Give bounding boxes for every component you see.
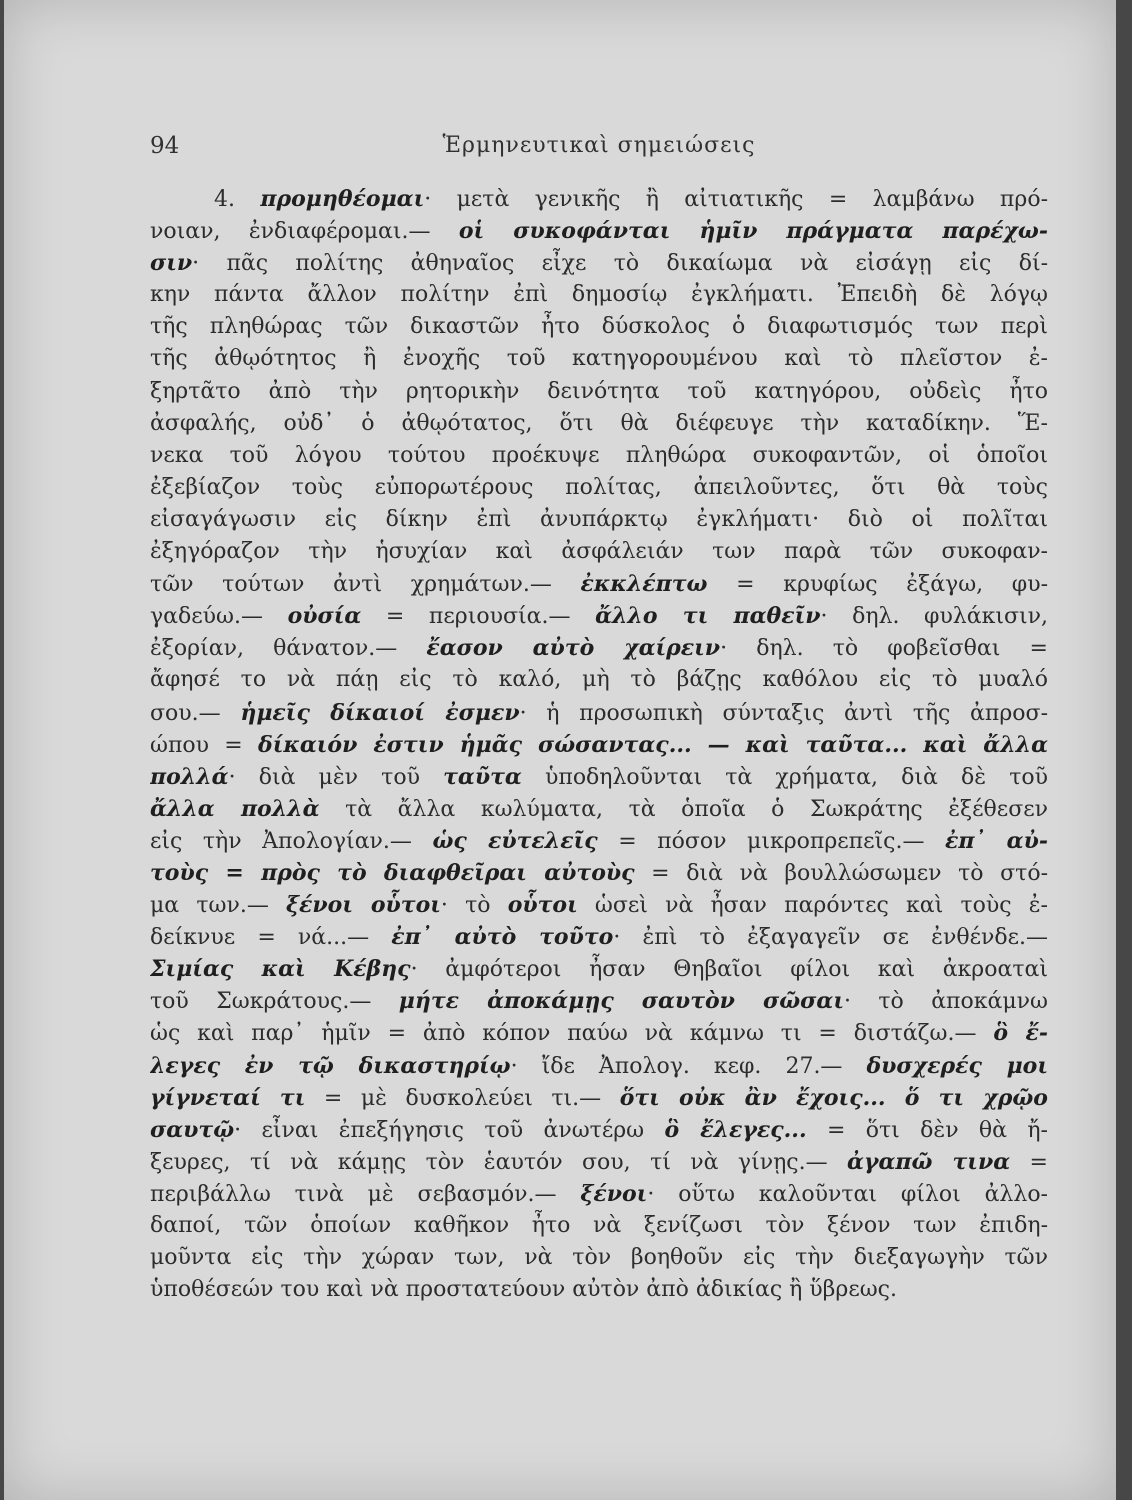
text-segment: · δηλ. τὸ φοβεῖσθαι = <box>720 636 1048 662</box>
text-line <box>150 1274 1048 1306</box>
text-line <box>150 697 1048 729</box>
text-segment: · ἐπὶ τὸ ἐξαγαγεῖν σε ἐνθένδε.— <box>613 925 1048 951</box>
glossed-term: σιν <box>150 250 193 277</box>
text-segment: · ἴδε Ἀπολογ. κεφ. 27.— <box>510 1053 867 1079</box>
glossed-term: ἐκκλέπτω <box>580 571 708 598</box>
text-segment: · οὕτω καλοῦνται φίλοι ἀλλο- <box>647 1181 1048 1207</box>
book-page <box>4 0 1116 1500</box>
text-segment: εἰς τὴν Ἀπολογίαν.— <box>150 828 433 854</box>
glossed-term: πολλά <box>150 763 229 790</box>
text-line <box>150 985 1048 1017</box>
text-line <box>150 536 1048 568</box>
glossed-term: ἐπ᾽ αὐτὸ τοῦτο <box>391 924 614 951</box>
text-segment: ὑποθέσεών του καὶ νὰ προστατεύουν αὐτὸν ἀπὸ ἀδικίας ἢ ὕβρεως. <box>150 1277 897 1303</box>
glossed-term: οἱ συκοφάνται ἡμῖν πράγματα παρέχω- <box>458 218 1048 245</box>
text-segment: · τὸ <box>440 893 508 919</box>
text-segment: μοῦντα εἰς τὴν χώραν των, νὰ τὸν βοηθοῦν εἰς τὴν διεξαγωγὴν τῶν <box>150 1245 1048 1271</box>
commentary-text <box>150 183 1048 1306</box>
text-segment: τῆς πληθώρας τῶν δικαστῶν ἦτο δύσκολος ὁ διαφωτισμός των περὶ <box>150 314 1048 340</box>
text-segment: κην πάντα ἄλλον πολίτην ἐπὶ δημοσίῳ ἐγκλήματι. Ἐπειδὴ δὲ λόγῳ <box>150 282 1048 308</box>
text-line <box>150 279 1048 311</box>
text-line <box>150 1114 1048 1146</box>
text-segment: 4. <box>214 187 261 212</box>
glossed-term: οὐσία <box>287 603 362 630</box>
text-segment: δείκνυε = νά...— <box>150 925 392 951</box>
text-line <box>150 921 1048 953</box>
text-line <box>150 793 1048 825</box>
text-segment: ὡσεὶ νὰ ἦσαν παρόντες καὶ τοὺς ἐ- <box>577 893 1048 919</box>
text-segment: εἰσαγάγωσιν εἰς δίκην ἐπὶ ἀνυπάρκτῳ ἐγκλήματι· διὸ οἱ πολῖται <box>150 506 1048 532</box>
text-segment: ἐξεβίαζον τοὺς εὐπορωτέρους πολίτας, ἀπειλοῦντες, ὅτι θὰ τοὺς <box>150 474 1048 500</box>
text-segment: γαδεύω.— <box>150 604 288 630</box>
glossed-term: σαυτῷ <box>150 1116 235 1143</box>
glossed-term: δίκαιόν ἐστιν ἡμᾶς σώσαντας... — καὶ ταῦτα... καὶ ἄλλα <box>258 731 1048 758</box>
text-line <box>150 761 1048 793</box>
text-line <box>150 440 1048 472</box>
text-segment: ὑποδηλοῦνται τὰ χρήματα, διὰ δὲ τοῦ <box>521 764 1048 790</box>
text-segment: · ἡ προσωπικὴ σύνταξις ἀντὶ τῆς ἀπροσ- <box>519 700 1048 726</box>
text-line <box>150 568 1048 600</box>
text-segment: · εἶναι ἐπεξήγησις τοῦ ἀνωτέρω <box>234 1117 665 1143</box>
text-line <box>150 1178 1048 1210</box>
glossed-term: γίγνεταί τι <box>150 1084 306 1111</box>
glossed-term: ἀγαπῶ τινα <box>846 1148 1011 1175</box>
text-line <box>150 472 1048 504</box>
text-segment: · τὸ ἀποκάμνω <box>843 989 1048 1015</box>
text-line <box>150 343 1048 375</box>
glossed-term: τοὺς = πρὸς τὸ διαφθεῖραι αὐτοὺς <box>150 859 635 886</box>
text-segment: ξευρες, τί νὰ κάμῃς τὸν ἑαυτόν σου, τί νὰ γίνῃς.— <box>150 1149 847 1175</box>
text-segment: περιβάλλω τινὰ μὲ σεβασμόν.— <box>150 1181 581 1207</box>
text-line <box>150 504 1048 536</box>
text-segment: τῶν τούτων ἀντὶ χρημάτων.— <box>150 572 581 598</box>
text-segment: νεκα τοῦ λόγου τούτου προέκυψε πληθώρα συκοφαντῶν, οἱ ὁποῖοι <box>150 442 1048 468</box>
text-line <box>150 1242 1048 1274</box>
text-line <box>150 664 1048 696</box>
glossed-term: Σιμίας καὶ Κέβης <box>150 956 411 983</box>
text-segment: ώπου = <box>150 732 259 758</box>
text-segment: ἀσφαλής, οὐδ᾽ ὁ ἀθῳότατος, ὅτι θὰ διέφευγε τὴν καταδίκην. Ἕ- <box>150 410 1048 436</box>
text-segment: = διὰ νὰ βουλλώσωμεν τὸ στό- <box>634 860 1048 886</box>
text-line <box>150 825 1048 857</box>
text-segment: = ὅτι δὲν θὰ ἤ- <box>806 1117 1048 1143</box>
text-line <box>150 632 1048 664</box>
text-line <box>150 857 1048 889</box>
glossed-term: ἡμεῖς δίκαιοί ἐσμεν <box>240 699 520 726</box>
glossed-term: ξένοι <box>580 1180 648 1207</box>
page-header <box>150 133 1048 169</box>
text-line <box>150 215 1048 247</box>
text-segment: ξηρτᾶτο ἀπὸ τὴν ρητορικὴν δεινότητα τοῦ κατηγόρου, οὐδεὶς ἦτο <box>150 378 1048 404</box>
glossed-term: ἐπ᾽ αὐ- <box>945 827 1048 854</box>
running-head: Ἑρμηνευτικαὶ σημειώσεις <box>442 133 756 158</box>
text-line <box>150 1210 1048 1242</box>
text-line <box>150 408 1048 440</box>
glossed-term: ἄλλο τι παθεῖν <box>595 603 821 630</box>
glossed-term: ὅτι οὐκ ἂν ἔχοις... ὅ τι χρῷο <box>619 1084 1048 1111</box>
text-line <box>150 953 1048 985</box>
text-line <box>150 1146 1048 1178</box>
glossed-term: οὗτοι <box>507 892 578 919</box>
text-segment: ἄφησέ το νὰ πάῃ εἰς τὸ καλό, μὴ τὸ βάζῃς καθόλου εἰς τὸ μυαλό <box>150 667 1048 693</box>
glossed-term: ὡς εὐτελεῖς <box>432 827 598 854</box>
glossed-term: δυσχερές μοι <box>866 1052 1048 1079</box>
text-segment: σου.— <box>150 700 241 726</box>
text-segment: · διὰ μὲν τοῦ <box>228 764 444 790</box>
text-segment: · δηλ. φυλάκισιν, <box>820 604 1048 630</box>
text-segment: ὡς καὶ παρ᾽ ἡμῖν = ἀπὸ κόπον παύω νὰ κάμνω τι = διστάζω.— <box>150 1021 994 1047</box>
text-segment: · μετὰ γενικῆς ἢ αἰτιατικῆς = λαμβάνω πρό- <box>424 187 1048 212</box>
glossed-term: ἔασον αὐτὸ χαίρειν <box>426 635 721 662</box>
text-segment: τοῦ Σωκράτους.— <box>150 989 399 1015</box>
glossed-term: ἄλλα πολλὰ <box>150 795 320 822</box>
text-segment: = πόσον μικροπρεπεῖς.— <box>597 828 945 854</box>
text-line <box>150 376 1048 408</box>
text-segment: τὰ ἄλλα κωλύματα, τὰ ὁποῖα ὁ Σωκράτης ἐξέθεσεν <box>319 796 1048 822</box>
glossed-term: μήτε ἀποκάμῃς σαυτὸν σῶσαι <box>398 988 844 1015</box>
text-segment: ἐξηγόραζον τὴν ἡσυχίαν καὶ ἀσφάλειάν των παρὰ τῶν συκοφαν- <box>150 539 1048 565</box>
text-line <box>150 729 1048 761</box>
text-line <box>150 600 1048 632</box>
glossed-term: ὃ ἔ- <box>993 1020 1048 1047</box>
text-segment: = περιουσία.— <box>361 604 596 630</box>
text-line <box>150 1017 1048 1049</box>
text-segment: μα των.— <box>150 893 286 919</box>
glossed-term: ταῦτα <box>443 763 522 790</box>
text-segment: ἐξορίαν, θάνατον.— <box>150 636 427 662</box>
page-number: 94 <box>150 133 180 159</box>
text-line <box>150 889 1048 921</box>
glossed-term: ξένοι οὗτοι <box>286 892 441 919</box>
text-segment: · ἀμφότεροι ἦσαν Θηβαῖοι φίλοι καὶ ἀκροαταὶ <box>410 957 1048 983</box>
text-line <box>150 247 1048 279</box>
text-segment: τῆς ἀθῳότητος ἢ ἐνοχῆς τοῦ κατηγορουμένου καὶ τὸ πλεῖστον ἐ- <box>150 346 1048 372</box>
text-line <box>150 311 1048 343</box>
glossed-term: λεγες ἐν τῷ δικαστηρίῳ <box>150 1052 511 1079</box>
text-line <box>150 183 1048 215</box>
text-segment: νοιαν, ἐνδιαφέρομαι.— <box>150 219 459 245</box>
glossed-term: προμηθέομαι <box>260 186 425 212</box>
text-segment: = κρυφίως ἐξάγω, φυ- <box>707 572 1048 598</box>
glossed-term: ὃ ἔλεγες... <box>664 1116 807 1143</box>
text-segment: = <box>1010 1149 1048 1175</box>
text-line <box>150 1050 1048 1082</box>
text-line <box>150 1082 1048 1114</box>
text-segment: = μὲ δυσκολεύει τι.— <box>305 1085 620 1111</box>
text-segment: δαποί, τῶν ὁποίων καθῆκον ἦτο νὰ ξενίζωσι τὸν ξένον των ἐπιδη- <box>150 1213 1048 1238</box>
text-segment: · πᾶς πολίτης ἀθηναῖος εἶχε τὸ δικαίωμα νὰ εἰσάγῃ εἰς δί- <box>192 251 1048 277</box>
